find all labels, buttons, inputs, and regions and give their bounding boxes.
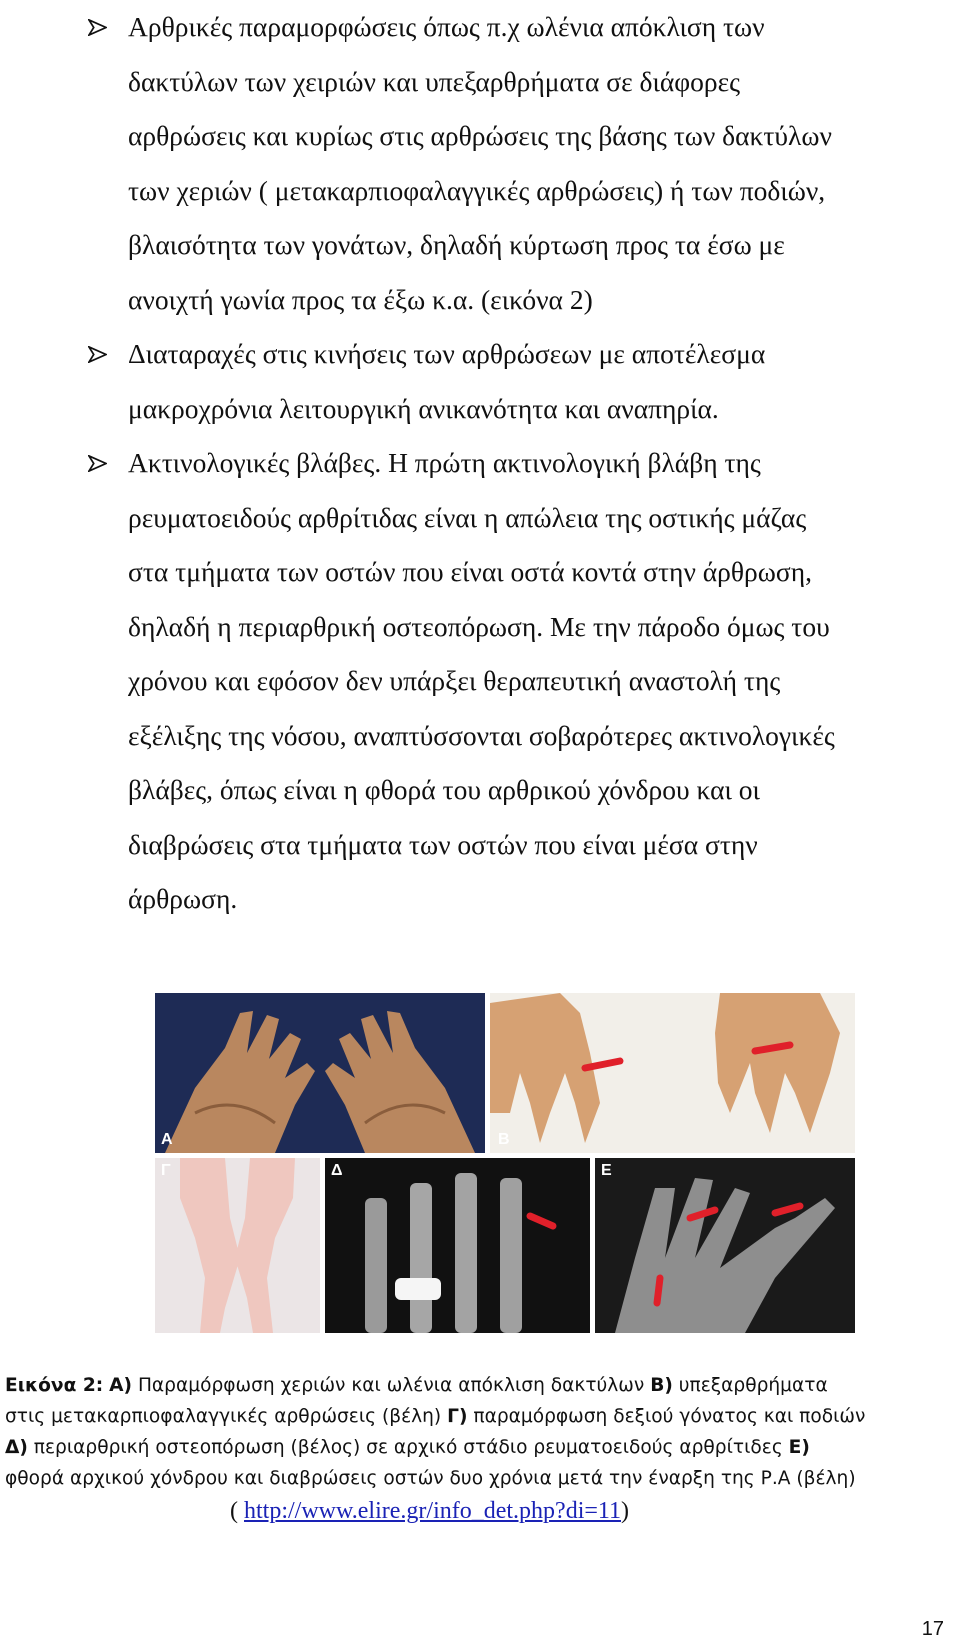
caption-text: Παραμόρφωση χεριών και ωλένια απόκλιση δακτύλων (132, 1375, 651, 1396)
arrowhead-bullet-icon (88, 346, 107, 363)
page-number: 17 (921, 1618, 944, 1640)
bullet-line: εξέλιξης της νόσου, αναπτύσσονται σοβαρότερες ακτινολογικές (128, 719, 835, 751)
xray-hand-illustration (325, 1158, 590, 1333)
bullet-line: αρθρώσεις και κυρίως στις αρθρώσεις της βάσης των δακτύλων (128, 120, 832, 151)
bullet-line: μακροχρόνια λειτουργική ανικανότητα και αναπηρία. (128, 392, 719, 424)
caption-letter: B) (650, 1375, 673, 1396)
panel-d-xray (325, 1158, 590, 1333)
xray-erosions-illustration (595, 1158, 855, 1333)
bullet-line: δακτύλων των χειριών και υπεξαρθρήματα σε διάφορες (128, 65, 741, 97)
caption-text: παραμόρφωση δεξιού γόνατος και ποδιών (467, 1406, 866, 1427)
panel-letter: Γ (161, 1162, 171, 1179)
bullet-line: χρόνου και εφόσον δεν υπάρξει θεραπευτική αναστολή της (128, 665, 781, 696)
bullet-item-movement-disorders (88, 327, 958, 436)
bullet-line: των χεριών ( μετακαρπιοφαλαγγικές αρθρώσεις) ή των ποδιών, (128, 174, 826, 206)
bullet-line: δηλαδή η περιαρθρική οστεοπόρωση. Με την πάροδο όμως του (128, 610, 830, 642)
caption-line: φθορά αρχικού χόνδρου και διαβρώσεις οστών δυο χρόνια μετά την έναρξη της Ρ.Α (βέλη) (5, 1468, 856, 1489)
caption-letter: Γ) (447, 1406, 468, 1427)
panel-letter: Δ (331, 1162, 343, 1179)
caption-text: περιαρθρική οστεοπόρωση (βέλος) σε αρχικό στάδιο ρευματοειδούς αρθρίτιδες (27, 1437, 789, 1458)
panel-letter: E (601, 1162, 612, 1179)
caption-text: υπεξαρθρήματα (672, 1375, 828, 1396)
bullet-line: άρθρωση. (128, 883, 238, 914)
source-link[interactable]: http://www.elire.gr/info_det.php?di=11 (244, 1498, 622, 1524)
panel-g-knees-photo (155, 1158, 320, 1333)
arrowhead-bullet-icon (88, 455, 107, 472)
bullet-line: Διαταραχές στις κινήσεις των αρθρώσεων με αποτέλεσμα (128, 338, 766, 369)
knees-illustration (155, 1158, 320, 1333)
caption-text: στις μετακαρπιοφαλαγγικές αρθρώσεις (βέλη) (5, 1406, 448, 1427)
bullet-line: βλάβες, όπως είναι η φθορά του αρθρικού χόνδρου και οι (128, 774, 760, 805)
figure-caption (5, 1370, 957, 1494)
caption-figure-label: Εικόνα 2: (5, 1375, 104, 1396)
caption-line (5, 1401, 957, 1432)
arrowhead-bullet-icon (88, 19, 107, 36)
panel-a-hands-photo (155, 993, 485, 1153)
bullet-line: στα τμήματα των οστών που είναι οστά κοντά στην άρθρωση, (128, 556, 812, 587)
caption-line (5, 1370, 957, 1401)
bullet-line: ανοιχτή γωνία προς τα έξω κ.α. (εικόνα 2) (128, 283, 593, 315)
bullet-item-radiological-lesions (88, 436, 958, 927)
panel-letter: A (161, 1131, 173, 1148)
panel-b-hands-photo (490, 993, 855, 1153)
bullet-line: διαβρώσεις στα τμήματα των οστών που είναι μέσα στην (128, 828, 758, 860)
bullet-line: Αρθρικές παραμορφώσεις όπως π.χ ωλένια απόκλιση των (128, 11, 765, 42)
source-open: ( (230, 1498, 244, 1524)
caption-letter: E) (788, 1437, 810, 1458)
bullet-line: βλαισότητα των γονάτων, δηλαδή κύρτωση προς τα έσω με (128, 229, 785, 260)
figure-source (230, 1498, 629, 1525)
bullet-list (88, 0, 958, 927)
bullet-line: Ακτινολογικές βλάβες. Η πρώτη ακτινολογική βλάβη της (128, 447, 761, 478)
source-close: ) (621, 1498, 630, 1524)
caption-letter: A) (109, 1375, 133, 1396)
figure-rheumatoid-deformities (155, 993, 955, 1333)
panel-e-xray (595, 1158, 855, 1333)
hands-subluxation-illustration (490, 993, 855, 1153)
bullet-line: ρευματοειδούς αρθρίτιδας είναι η απώλεια της οστικής μάζας (128, 501, 807, 533)
hands-illustration (155, 993, 485, 1153)
caption-letter: Δ) (5, 1437, 28, 1458)
panel-letter: B (498, 1131, 510, 1148)
bullet-item-deformities (88, 0, 958, 327)
caption-line (5, 1432, 957, 1463)
